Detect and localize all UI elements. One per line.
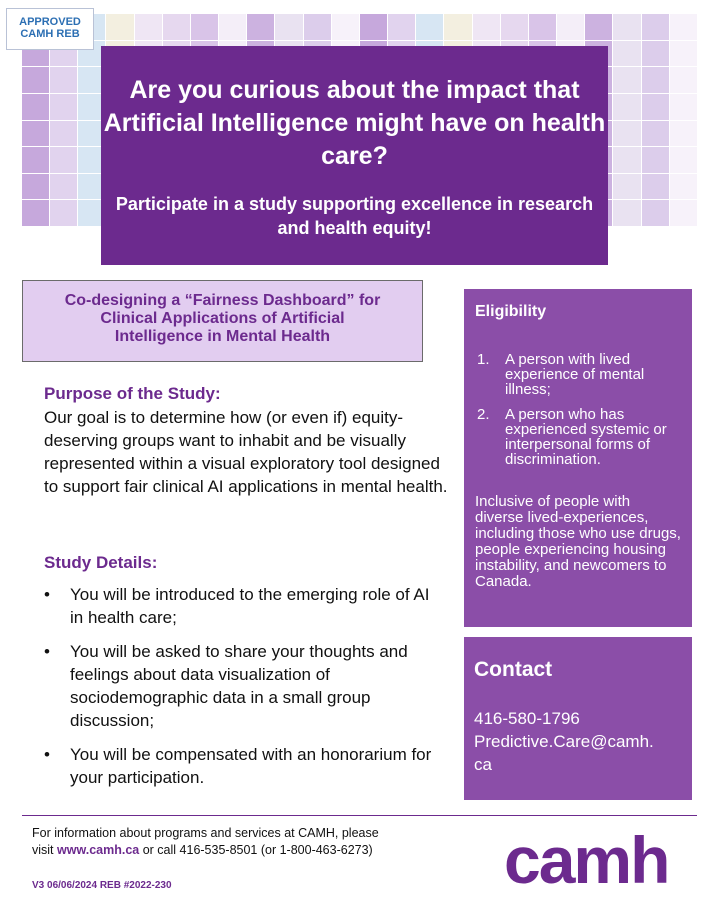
list-item-text: You will be introduced to the emerging role of AI in health care;: [70, 585, 430, 627]
list-item-text: A person with lived experience of mental illness;: [505, 351, 645, 398]
list-number: 1.: [477, 351, 490, 368]
footer-visit-label: visit: [32, 843, 54, 857]
contact-panel: [464, 637, 692, 800]
approved-camh-reb-stamp: [6, 8, 94, 50]
list-item-text: A person who has experienced systemic or interpersonal forms of discrimination.: [505, 406, 667, 468]
eligibility-list: [475, 352, 682, 467]
footer-divider: [22, 815, 697, 816]
hero-subheadline: Participate in a study supporting excellence in research and health equity!: [115, 194, 594, 238]
bullet-icon: •: [44, 585, 50, 604]
contact-email-line-1: Predictive.Care@camh.: [474, 732, 654, 751]
footer-info-prefix: For information about programs and services at CAMH, please: [32, 826, 379, 840]
version-label: V3 06/06/2024 REB #2022-230: [32, 880, 172, 891]
study-details-heading: Study Details:: [44, 553, 158, 572]
list-item: [475, 407, 682, 467]
hero-banner: [101, 46, 608, 265]
list-item: [44, 640, 444, 732]
eligibility-panel: [464, 289, 692, 627]
study-title: Co-designing a “Fairness Dashboard” for Clinical Applications of Artificial Intelligence in Mental Health: [64, 292, 381, 345]
contact-phone[interactable]: 416-580-1796: [474, 709, 580, 728]
hero-headline: Are you curious about the impact that Artificial Intelligence might have on health care?: [103, 76, 606, 170]
study-title-box: [22, 280, 423, 362]
purpose-heading: Purpose of the Study:: [44, 384, 221, 403]
study-details-list: [44, 583, 444, 800]
eligibility-heading: Eligibility: [475, 303, 547, 320]
website-link[interactable]: www.camh.ca: [57, 843, 140, 857]
inclusive-statement: Inclusive of people with diverse lived-experiences, including those who use drugs, people experiencing housing instability, and newcomers to Canada.: [475, 493, 681, 590]
bullet-icon: •: [44, 642, 50, 661]
camh-logo: camh: [504, 823, 669, 897]
list-item-text: You will be compensated with an honorarium for your participation.: [70, 745, 432, 787]
list-item: [44, 743, 444, 789]
purpose-text: Our goal is to determine how (or even if) equity-deserving groups want to inhabit and be visually represented within a visual exploratory tool designed to support fair clinical AI applications in mental health.: [44, 408, 448, 496]
list-item: [475, 352, 682, 397]
list-number: 2.: [477, 406, 490, 423]
stamp-line-2: CAMH REB: [20, 28, 80, 40]
list-item-text: You will be asked to share your thoughts and feelings about data visualization of sociodemographic data in a small group discussion;: [70, 642, 408, 730]
contact-email-line-2: ca: [474, 755, 492, 774]
contact-email[interactable]: [474, 730, 682, 776]
bullet-icon: •: [44, 745, 50, 764]
contact-heading: Contact: [474, 658, 553, 681]
list-item: [44, 583, 444, 629]
footer-info: [32, 825, 379, 859]
footer-call-text: or call 416-535-8501 (or 1-800-463-6273): [142, 843, 373, 857]
stamp-line-1: APPROVED: [19, 16, 81, 28]
